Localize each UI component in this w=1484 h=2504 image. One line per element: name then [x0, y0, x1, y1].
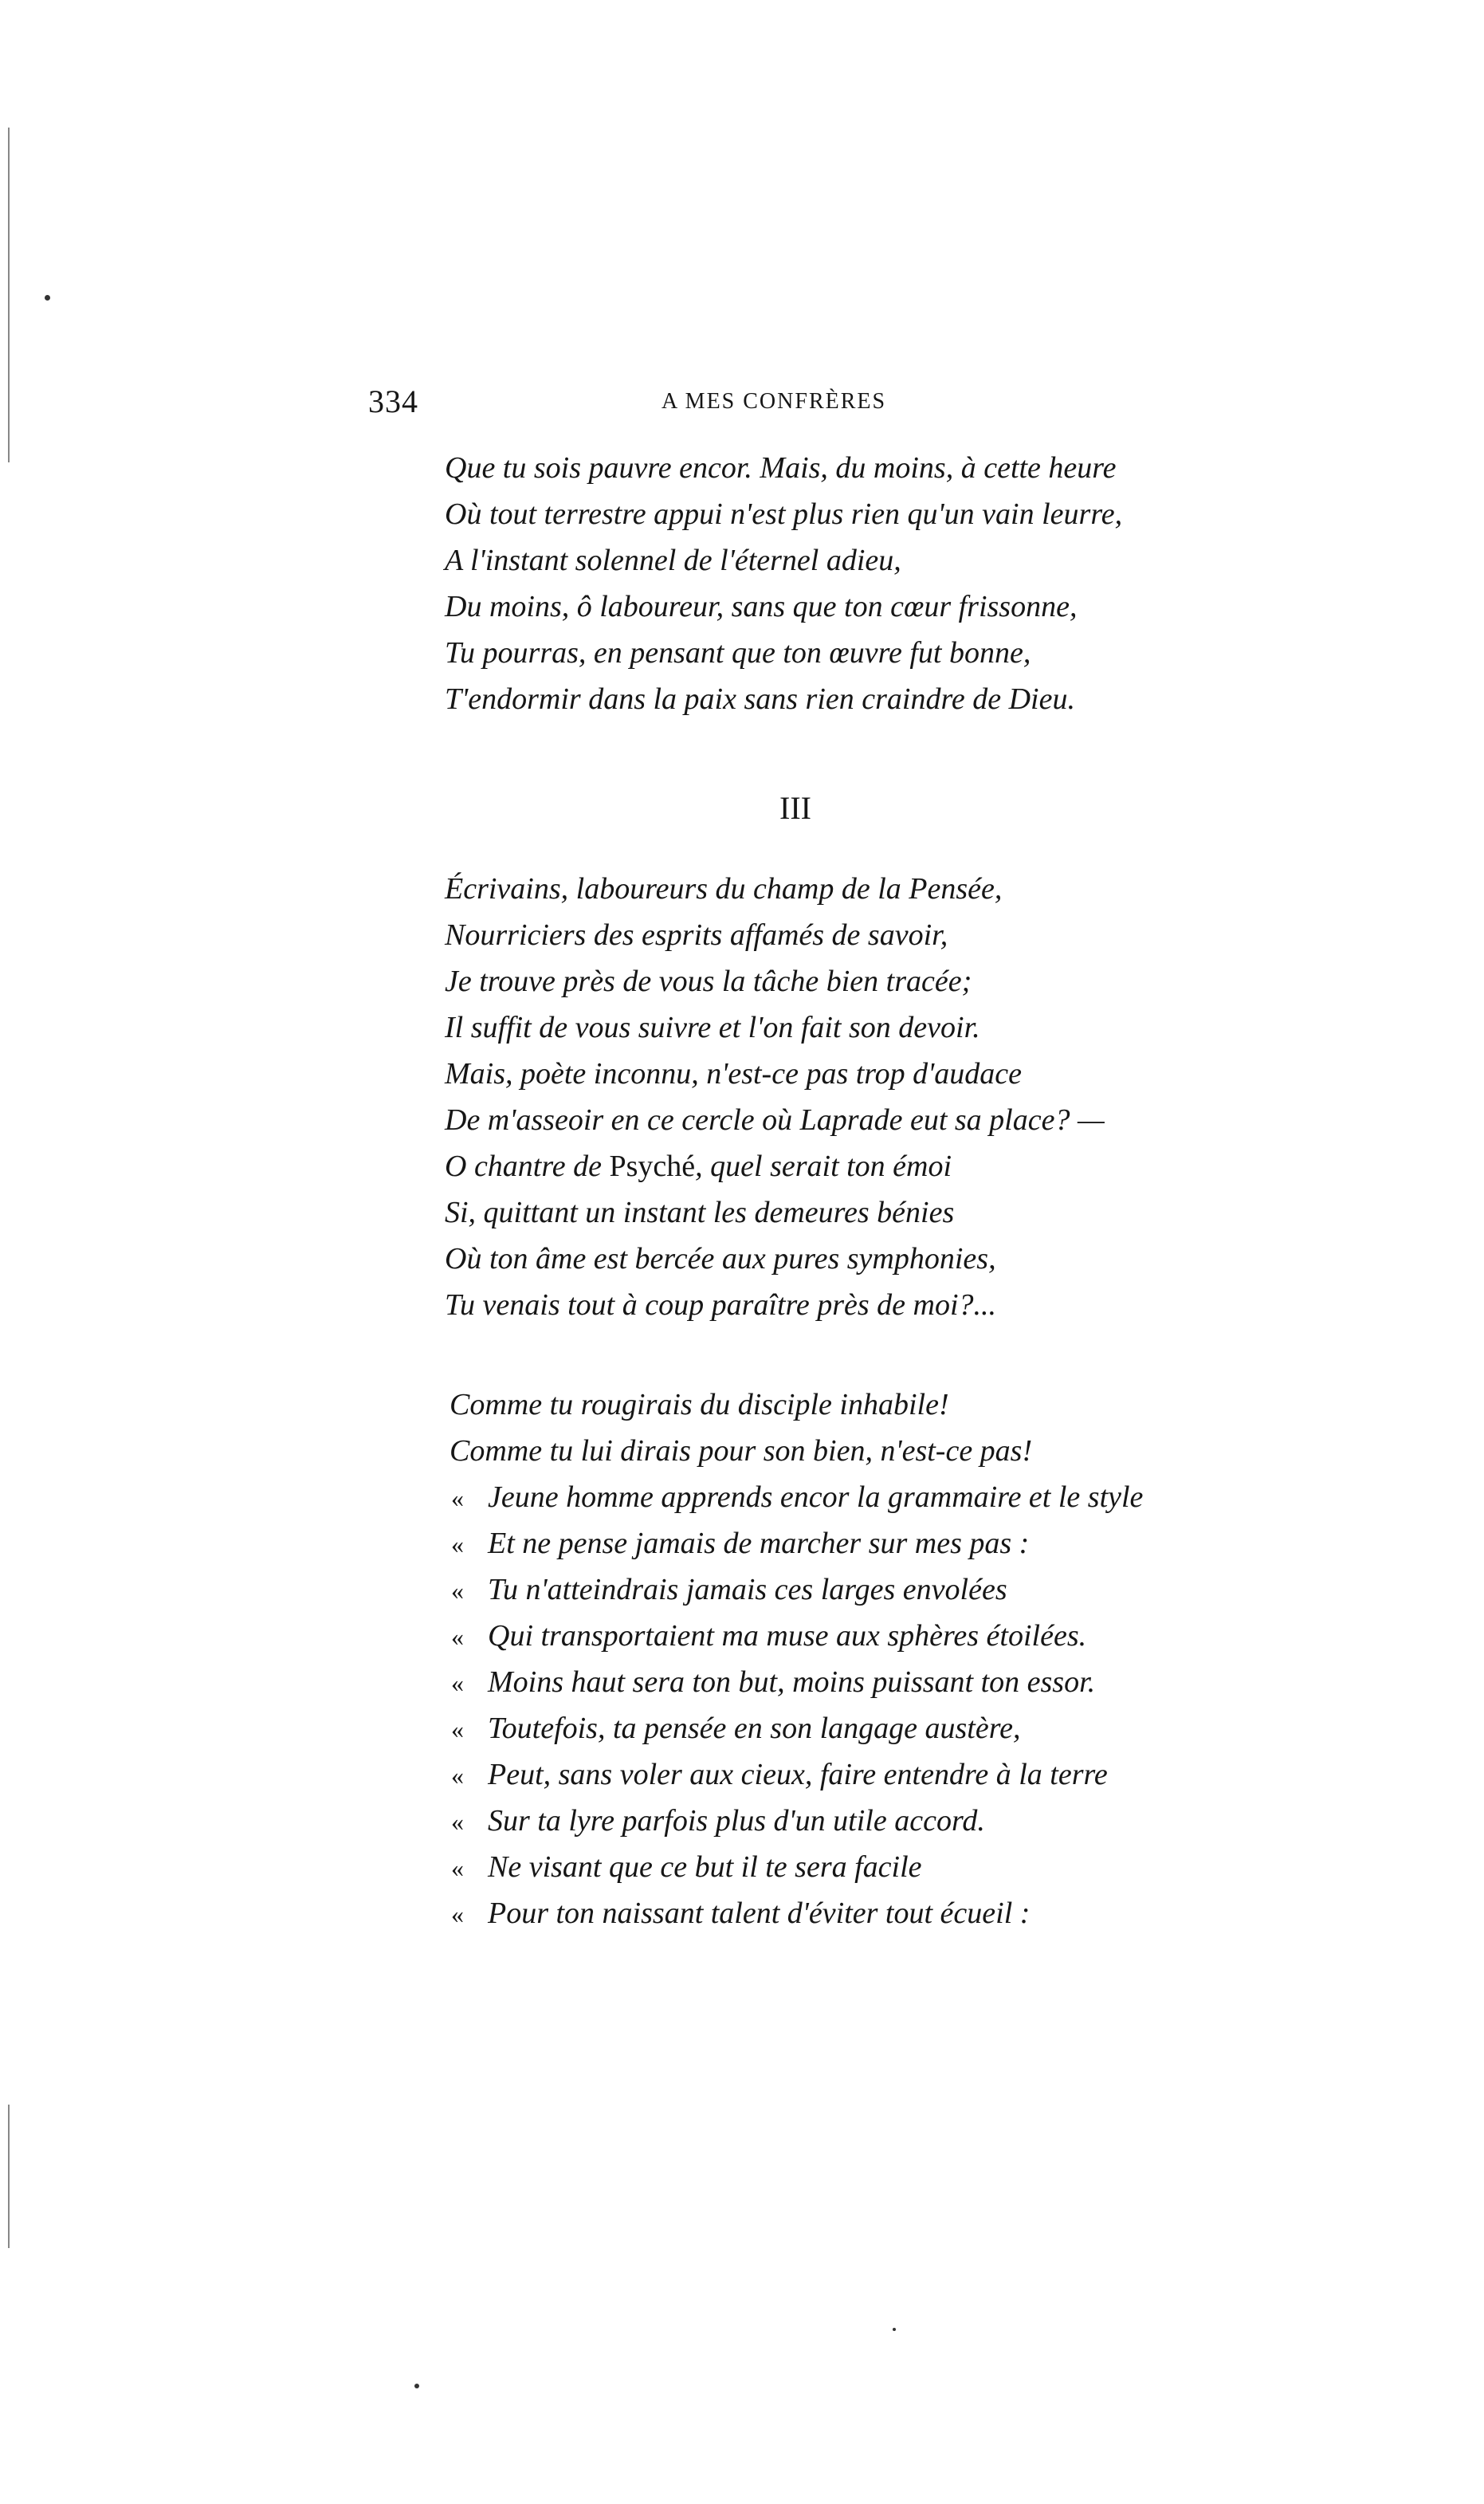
guillemet: «	[451, 1484, 464, 1512]
verse-line: Du moins, ô laboureur, sans que ton cœur frissonne,	[445, 590, 1078, 623]
page-edge-line	[8, 128, 10, 462]
verse-line: Nourriciers des esprits affamés de savoir,	[445, 918, 948, 952]
quoted-verse-line	[451, 1572, 1007, 1608]
guillemet: «	[451, 1530, 464, 1559]
verse-line: Comme tu rougirais du disciple inhabile!	[450, 1388, 949, 1421]
quoted-verse-line	[451, 1896, 1030, 1932]
page-number: 334	[368, 383, 418, 419]
verse-line: Écrivains, laboureurs du champ de la Pensée,	[445, 872, 1003, 906]
guillemet: «	[451, 1761, 464, 1790]
verse-line: De m'asseoir en ce cercle où Laprade eut sa place? —	[445, 1103, 1105, 1137]
verse-line	[445, 1149, 952, 1184]
quoted-verse-line	[451, 1665, 1095, 1700]
quoted-verse-line	[451, 1480, 1143, 1515]
verse-text: Ne visant que ce but il te sera facile	[488, 1850, 922, 1884]
quoted-verse-line	[451, 1803, 985, 1839]
verse-fragment: , quel serait ton émoi	[695, 1150, 952, 1183]
guillemet: «	[451, 1715, 464, 1743]
quoted-verse-line	[451, 1526, 1029, 1562]
verse-line: Tu pourras, en pensant que ton œuvre fut bonne,	[445, 636, 1031, 670]
guillemet: «	[451, 1853, 464, 1882]
guillemet: «	[451, 1807, 464, 1836]
section-number: III	[779, 790, 811, 826]
verse-text: Peut, sans voler aux cieux, faire entendre à la terre	[488, 1758, 1108, 1791]
verse-line: Je trouve près de vous la tâche bien tracée;	[445, 965, 972, 998]
ink-speck	[45, 295, 50, 301]
verse-text: Tu n'atteindrais jamais ces larges envolées	[488, 1573, 1007, 1606]
guillemet: «	[451, 1576, 464, 1605]
verse-line: T'endormir dans la paix sans rien craindre de Dieu.	[445, 682, 1075, 716]
verse-text: Sur ta lyre parfois plus d'un utile accord.	[488, 1804, 985, 1838]
verse-text: Et ne pense jamais de marcher sur mes pas :	[488, 1527, 1030, 1560]
guillemet: «	[451, 1669, 464, 1697]
guillemet: «	[451, 1900, 464, 1928]
verse-line: Il suffit de vous suivre et l'on fait son devoir.	[445, 1011, 980, 1044]
verse-fragment: O chantre de	[445, 1150, 610, 1183]
poem-title-psyche: Psyché	[609, 1150, 696, 1183]
verse-line: A l'instant solennel de l'éternel adieu,	[445, 544, 901, 577]
verse-line: Où ton âme est bercée aux pures symphonies,	[445, 1242, 996, 1276]
verse-text: Toutefois, ta pensée en son langage austère,	[488, 1712, 1021, 1745]
ink-speck	[893, 2328, 896, 2331]
quoted-verse-line	[451, 1757, 1108, 1793]
quoted-verse-line	[451, 1711, 1020, 1747]
page-edge-line	[8, 2105, 10, 2248]
verse-text: Pour ton naissant talent d'éviter tout écueil :	[488, 1897, 1031, 1930]
ink-speck	[414, 2384, 419, 2388]
verse-line: Si, quittant un instant les demeures bénies	[445, 1196, 955, 1229]
quoted-verse-line	[451, 1850, 922, 1885]
verse-text: Qui transportaient ma muse aux sphères étoilées.	[488, 1619, 1087, 1653]
verse-line: Mais, poète inconnu, n'est-ce pas trop d'audace	[445, 1057, 1023, 1091]
verse-line: Comme tu lui dirais pour son bien, n'est-ce pas!	[450, 1434, 1033, 1468]
guillemet: «	[451, 1622, 464, 1651]
running-head: A MES CONFRÈRES	[662, 389, 887, 414]
verse-line: Où tout terrestre appui n'est plus rien qu'un vain leurre,	[445, 497, 1123, 531]
verse-text: Moins haut sera ton but, moins puissant ton essor.	[488, 1665, 1096, 1699]
quoted-verse-line	[451, 1618, 1086, 1654]
verse-text: Jeune homme apprends encor la grammaire et le style	[488, 1480, 1144, 1514]
verse-line: Que tu sois pauvre encor. Mais, du moins, à cette heure	[445, 451, 1117, 485]
verse-line: Tu venais tout à coup paraître près de moi?...	[445, 1288, 997, 1322]
